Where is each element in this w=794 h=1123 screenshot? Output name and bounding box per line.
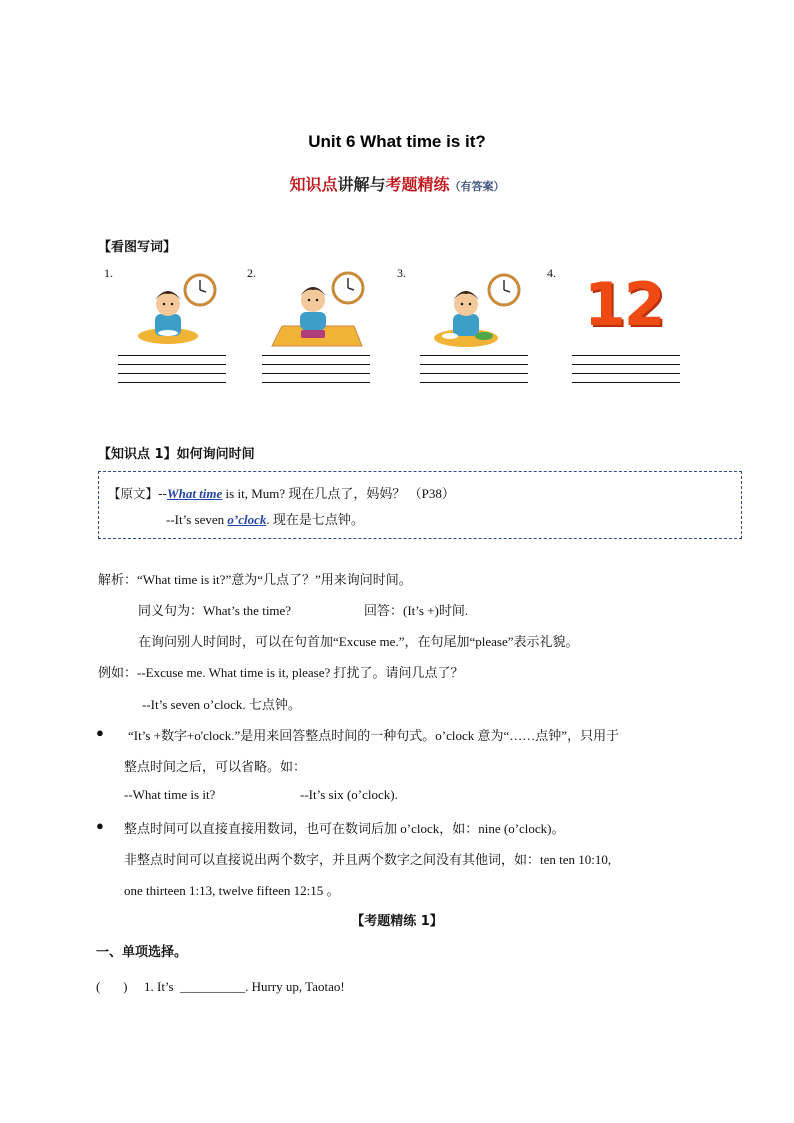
answer-lines[interactable] (118, 347, 226, 383)
polite-text: 在询问别人时间时，可以在句首加“Excuse me.”，在句尾加“please”表示礼貌。 (138, 634, 579, 649)
picture-item-number: 4. (547, 266, 556, 280)
keyword-oclock: o’clock (227, 512, 267, 527)
picture-item-number: 3. (397, 266, 406, 280)
bullet2-line3: one thirteen 1:13, twelve fifteen 12:15 。 (124, 883, 340, 898)
boy-breakfast-clock-icon (130, 270, 222, 350)
bullet2-line2: 非整点时间可以直接说出两个数字，并且两个数字之间没有其他词，如：ten ten 10:10, (124, 852, 612, 867)
picture-item-number: 2. (247, 266, 256, 280)
part-heading-single-choice: 一、单项选择。 (96, 945, 188, 960)
answer-lines[interactable] (262, 347, 370, 383)
question-1-text: 1. It’s __________. Hurry up, Taotao! (144, 979, 345, 994)
source-line-2-rest: . 现在是七点钟。 (266, 512, 364, 527)
analysis-text: 解析：“What time is it?”意为“几点了？”用来询问时间。 (98, 572, 412, 587)
boy-lunch-clock-icon (268, 270, 368, 350)
synonym-text: 同义句为：What’s the time? (138, 603, 292, 618)
subtitle-part-exercise: 考题精练 (385, 175, 450, 194)
source-text-box (98, 471, 742, 539)
section-heading-picture: 【看图写词】 (98, 240, 177, 255)
section-heading-knowledge1: 【知识点 1】如何询问时间 (98, 447, 255, 462)
page-title: Unit 6 What time is it? (308, 132, 486, 151)
bullet1-question: --What time is it? (124, 787, 216, 802)
example-line-2: --It’s seven o’clock. 七点钟。 (142, 697, 301, 712)
bullet-dot: ● (96, 725, 104, 740)
big-number-twelve: 12 (584, 270, 664, 340)
bullet2-line1: 整点时间可以直接直接用数词，也可在数词后加 o’clock，如：nine (o’clock)。 (124, 821, 565, 836)
source-line-1-rest: is it, Mum? 现在几点了，妈妈？ （P38） (222, 486, 455, 501)
answer-lines[interactable] (420, 347, 528, 383)
section-heading-practice1: 【考题精练 1】 (351, 914, 443, 929)
answer-pattern-text: 回答：(It’s +)时间. (364, 603, 469, 618)
bullet-dot: ● (96, 818, 104, 833)
subtitle-part-answers: （有答案） (449, 180, 505, 193)
answer-lines[interactable] (572, 347, 680, 383)
source-line-2 (166, 509, 364, 528)
boy-dinner-clock-icon (432, 270, 532, 350)
source-line-1 (108, 483, 455, 502)
bullet1-line2: 整点时间之后，可以省略。如： (124, 759, 307, 774)
page-subtitle (0, 172, 794, 195)
source-prefix: 【原文】-- (108, 486, 168, 501)
example-line-1: 例如：--Excuse me. What time is it, please? 打扰了。请问几点了？ (98, 665, 464, 680)
picture-item-number: 1. (104, 266, 113, 280)
source-line-2-prefix: --It’s seven (166, 512, 228, 527)
bullet1-line1: “It’s +数字+o'clock.”是用来回答整点时间的一种句式。o’clock 意为“……点钟”，只用于 (128, 728, 620, 743)
keyword-what-time: What time (167, 486, 223, 501)
bullet1-answer: --It’s six (o’clock). (300, 787, 398, 802)
subtitle-part-knowledge: 知识点 (289, 175, 338, 194)
subtitle-part-explain: 讲解与 (337, 175, 386, 194)
answer-bracket[interactable]: ( ) (96, 979, 128, 994)
